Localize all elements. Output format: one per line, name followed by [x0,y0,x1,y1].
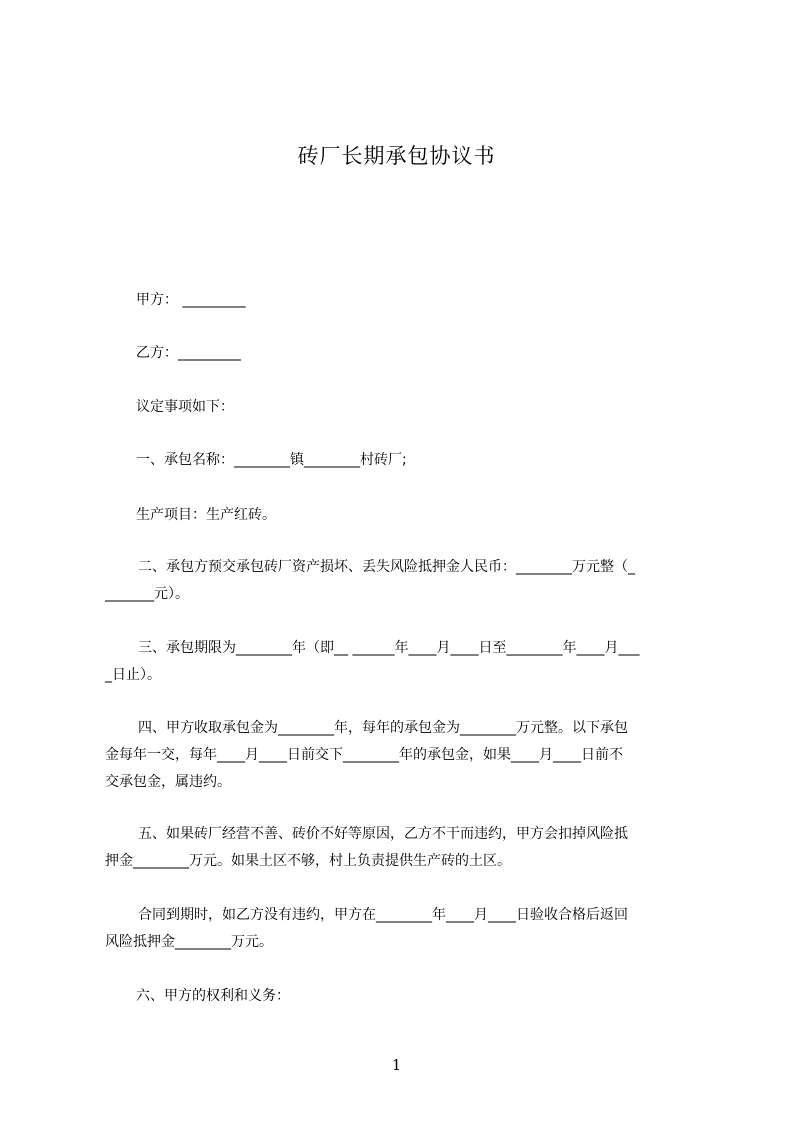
contract-expiry-line-1: 合同到期时，如乙方没有违约，甲方在________年____月____日验收合格后返回 [138,907,628,923]
clause-1-contract-name: 一、承包名称：________镇________村砖厂; [136,452,407,468]
document-title: 砖厂长期承包协议书 [297,144,496,168]
production-item-line: 生产项目：生产红砖。 [136,507,276,523]
clause-6-heading: 六、甲方的权利和义务： [136,988,290,1004]
clause-4-fee-line-2: 金每年一交，每年____月____日前交下________年的承包金，如果____月____日前不 [105,747,623,763]
clause-5-breach-line-1: 五、如果砖厂经营不善、砖价不好等原因，乙方不干而违约，甲方会扣掉风险抵 [138,826,628,842]
contract-expiry-line-2: 风险抵押金________万元。 [105,934,273,950]
party-a-line: 甲方： _________ [136,292,246,308]
agreed-items-intro: 议定事项如下： [136,399,234,415]
clause-5-breach-line-2: 押金________万元。如果土区不够，村上负责提供生产砖的土区。 [105,853,511,869]
clause-4-fee-line-1: 四、甲方收取承包金为________年，每年的承包金为________万元整。以下承包 [138,720,628,736]
clause-3-term-line-1: 三、承包期限为________年（即__ ______年____月____日至________年____月___ [138,640,640,656]
clause-3-term-line-2: _日止）。 [105,667,161,683]
party-b-line: 乙方：_________ [136,345,241,361]
clause-2-deposit-line-1: 二、承包方预交承包砖厂资产损坏、丢失风险抵押金人民币：________万元整（_ [138,559,635,575]
page-number: 1 [391,1056,402,1074]
clause-2-deposit-line-2: _______元）。 [105,586,189,602]
clause-4-fee-line-3: 交承包金，属违约。 [105,774,231,790]
